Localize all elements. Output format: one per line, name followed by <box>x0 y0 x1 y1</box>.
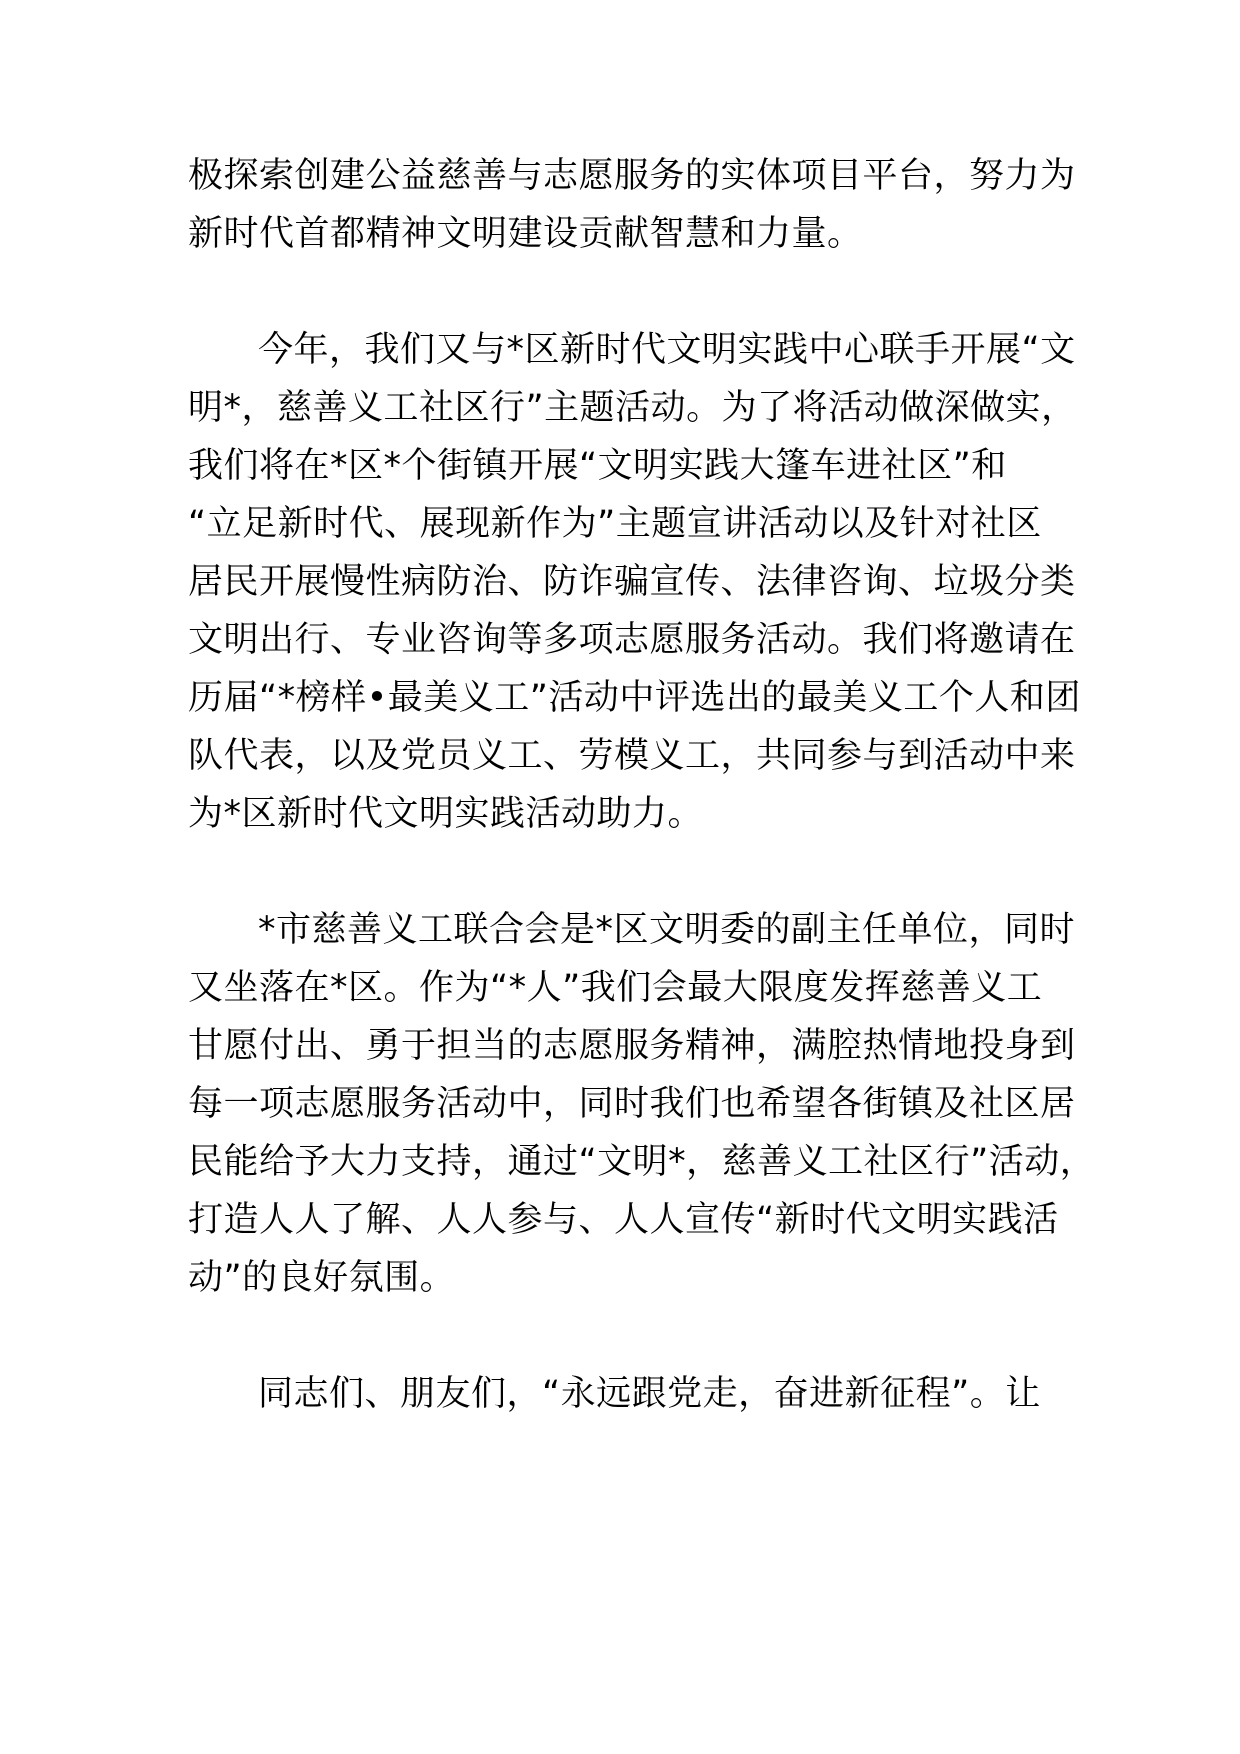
paragraph-3-line-4: 每一项志愿服务活动中，同时我们也希望各街镇及社区居 <box>188 1084 1076 1124</box>
paragraph-2-line-6: 文明出行、专业咨询等多项志愿服务活动。我们将邀请在 <box>188 620 1076 660</box>
paragraph-1-line-2: 新时代首都精神文明建设贡献智慧和力量。 <box>188 214 863 254</box>
paragraph-3-line-3: 甘愿付出、勇于担当的志愿服务精神，满腔热情地投身到 <box>188 1026 1076 1066</box>
paragraph-4-line-1: 同志们、朋友们，“永远跟党走，奋进新征程”。让 <box>258 1374 1041 1414</box>
paragraph-2-line-8: 队代表，以及党员义工、劳模义工，共同参与到活动中来 <box>188 736 1076 776</box>
paragraph-2-line-4: “立足新时代、展现新作为”主题宣讲活动以及针对社区 <box>188 504 1042 544</box>
paragraph-3-line-7: 动”的良好氛围。 <box>188 1258 456 1298</box>
paragraph-3-line-1: *市慈善义工联合会是*区文明委的副主任单位，同时 <box>258 910 1076 950</box>
paragraph-2-line-1: 今年，我们又与*区新时代文明实践中心联手开展“文 <box>258 330 1076 370</box>
paragraph-3-line-5: 民能给予大力支持，通过“文明*，慈善义工社区行”活动， <box>188 1142 1096 1182</box>
paragraph-2-line-7: 历届“*榜样•最美义工”活动中评选出的最美义工个人和团 <box>188 678 1081 718</box>
paragraph-3-line-2: 又坐落在*区。作为“*人”我们会最大限度发挥慈善义工 <box>188 968 1043 1008</box>
paragraph-2-line-3: 我们将在*区*个街镇开展“文明实践大篷车进社区”和 <box>188 446 1007 486</box>
paragraph-2-line-9: 为*区新时代文明实践活动助力。 <box>188 794 704 834</box>
paragraph-1-line-1: 极探索创建公益慈善与志愿服务的实体项目平台，努力为 <box>188 156 1076 196</box>
paragraph-3-line-6: 打造人人了解、人人参与、人人宣传“新时代文明实践活 <box>188 1200 1059 1240</box>
paragraph-2-line-2: 明*，慈善义工社区行”主题活动。为了将活动做深做实， <box>188 388 1077 428</box>
paragraph-2-line-5: 居民开展慢性病防治、防诈骗宣传、法律咨询、垃圾分类 <box>188 562 1076 602</box>
